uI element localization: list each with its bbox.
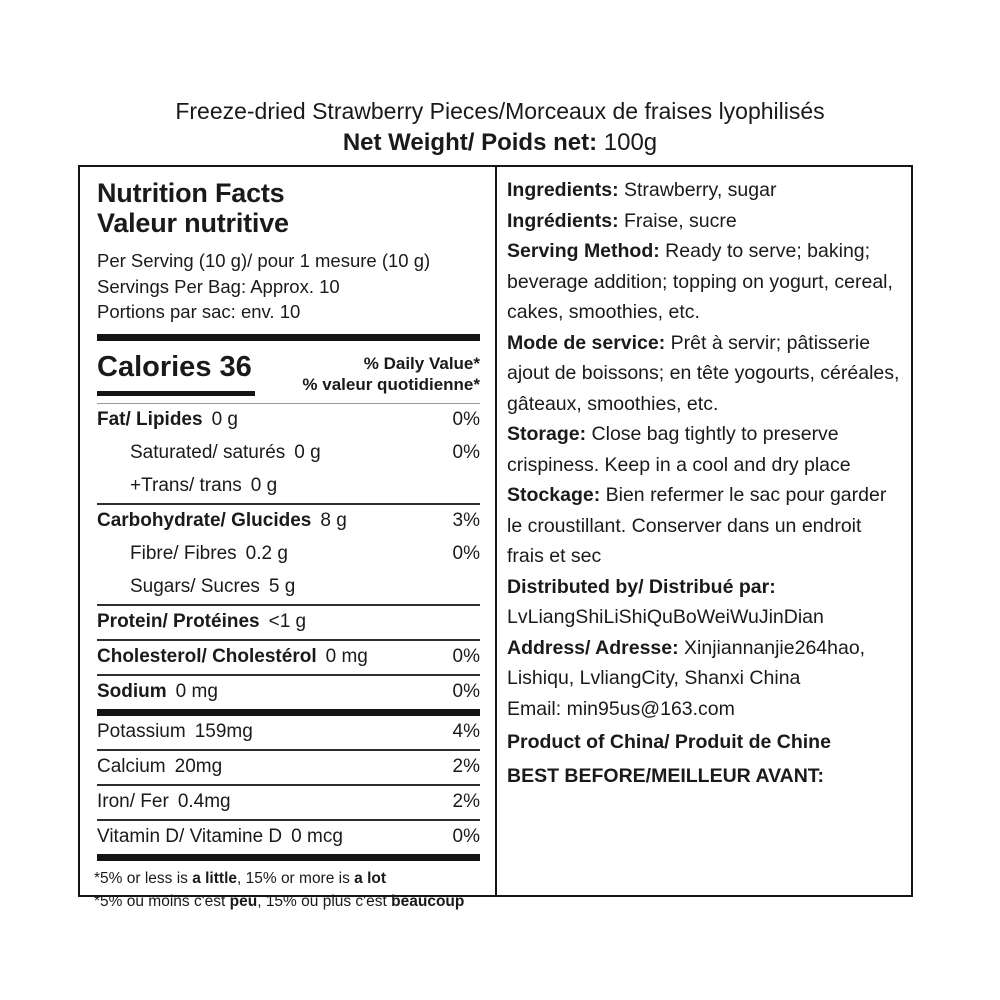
daily-value-footnote-en: *5% or less is a little, 15% or more is a lot xyxy=(94,869,387,887)
thick-divider-bar xyxy=(97,334,480,341)
nutrient-row-fat: Fat/ Lipides 0 g 0% xyxy=(97,403,480,437)
calories-section xyxy=(97,351,480,396)
nutrient-row-sugars: Sugars/ Sucres 5 g xyxy=(130,576,296,597)
nutrient-row-trans: +Trans/ trans 0 g xyxy=(130,475,278,496)
per-serving-line: Per Serving (10 g)/ pour 1 mesure (10 g) xyxy=(97,250,431,271)
daily-value-header xyxy=(302,351,480,395)
nutrient-row-iron: Iron/ Fer 0.4mg 2% xyxy=(97,784,480,819)
nutrition-facts-heading-fr: Valeur nutritive xyxy=(97,208,289,238)
email: Email: min95us@163.com xyxy=(507,697,735,720)
product-title-block xyxy=(0,0,1000,158)
product-name: Freeze-dried Strawberry Pieces/Morceaux de fraises lyophilisés xyxy=(175,98,825,124)
portions-par-sac-line: Portions par sac: env. 10 xyxy=(97,301,301,322)
net-weight-label: Net Weight/ Poids net: xyxy=(342,129,598,156)
nutrient-row-sodium: Sodium 0 mg 0% xyxy=(97,674,480,709)
nutrient-rows xyxy=(97,403,480,709)
daily-value-header-en: % Daily Value* xyxy=(363,353,480,373)
nutrition-facts-heading-en: Nutrition Facts xyxy=(97,178,285,208)
product-of-china: Product of China/ Produit de Chine xyxy=(507,731,831,753)
nutrient-row-vitamin-d: Vitamin D/ Vitamine D 0 mcg 0% xyxy=(97,819,480,854)
distributed-by: Distributed by/ Distribué par: LvLiangShiLiShiQuBoWeiWuJinDian xyxy=(507,575,824,628)
best-before: BEST BEFORE/MEILLEUR AVANT: xyxy=(507,764,825,787)
ingredients-en: Ingredients: Strawberry, sugar xyxy=(507,179,777,201)
ingredients-fr: Ingrédients: Fraise, sucre xyxy=(507,209,737,232)
nutrient-row-protein: Protein/ Protéines <1 g xyxy=(97,604,480,639)
nutrient-row-potassium: Potassium 159mg 4% xyxy=(97,721,480,742)
nutrition-facts-panel xyxy=(80,167,497,910)
serving-method-fr: Mode de service: Prêt à servir; pâtisserie ajout de boissons; en tête yogourts, céréales, gâteaux, smoothies, etc. xyxy=(507,331,900,415)
calories-value: Calories 36 xyxy=(97,351,255,396)
storage-en: Storage: Close bag tightly to preserve crispiness. Keep in a cool and dry place xyxy=(507,423,851,476)
nutrient-row-cholesterol: Cholesterol/ Cholestérol 0 mg 0% xyxy=(97,639,480,674)
serving-method-en: Serving Method: Ready to serve; baking; beverage addition; topping on yogurt, cereal, cakes, smoothies, etc. xyxy=(507,240,893,323)
info-panel xyxy=(497,167,911,895)
net-weight-line xyxy=(0,128,1000,158)
address: Address/ Adresse: Xinjiannanjie264hao, Lishiqu, LvliangCity, Shanxi China xyxy=(507,636,866,689)
thick-divider-bar xyxy=(97,854,480,861)
daily-value-header-fr: % valeur quotidienne* xyxy=(302,374,480,394)
nutrient-row-calcium: Calcium 20mg 2% xyxy=(97,749,480,784)
daily-value-footnote-fr: *5% ou moins c'est peu, 15% ou plus c'est beaucoup xyxy=(94,893,465,910)
servings-per-bag-line: Servings Per Bag: Approx. 10 xyxy=(97,275,340,297)
label-box xyxy=(78,165,913,910)
mineral-rows xyxy=(97,716,480,854)
thick-divider-bar xyxy=(97,709,480,716)
storage-fr: Stockage: Bien refermer le sac pour garder le croustillant. Conserver dans un endroit frais et sec xyxy=(507,484,887,567)
nutrient-row-fibre: Fibre/ Fibres 0.2 g 0% xyxy=(130,543,480,564)
nutrient-row-carbohydrate: Carbohydrate/ Glucides 8 g 3% xyxy=(97,503,480,538)
net-weight-value: 100g xyxy=(597,129,658,156)
nutrient-row-saturated: Saturated/ saturés 0 g 0% xyxy=(130,442,480,463)
